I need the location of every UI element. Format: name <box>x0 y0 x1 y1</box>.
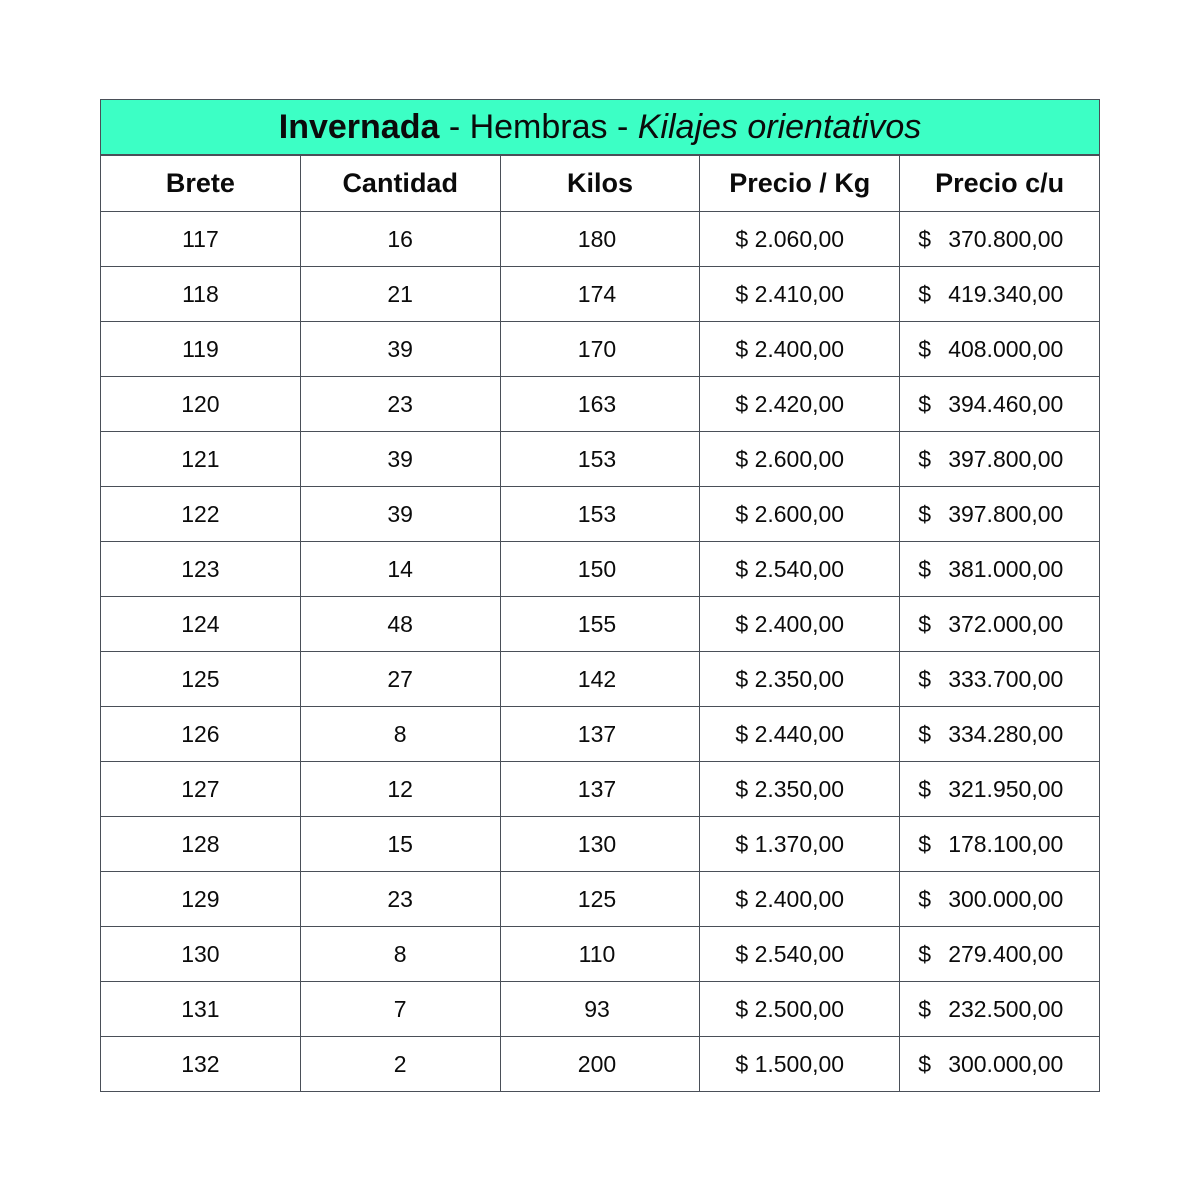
currency-symbol: $ <box>918 225 931 252</box>
cell-cantidad: 8 <box>300 927 500 982</box>
cell-brete: 129 <box>101 872 301 927</box>
currency-symbol: $ <box>918 720 931 747</box>
cell-brete: 124 <box>101 597 301 652</box>
cell-brete: 122 <box>101 487 301 542</box>
price-amount: 394.460,00 <box>948 390 1064 417</box>
cell-precio-cu <box>900 267 1100 322</box>
currency-symbol: $ <box>918 280 931 307</box>
currency-symbol: $ <box>918 995 931 1022</box>
cell-cantidad: 39 <box>300 322 500 377</box>
cell-precio-cu <box>900 927 1100 982</box>
cell-precio-cu <box>900 762 1100 817</box>
cell-precio-kg: $ 2.400,00 <box>700 597 900 652</box>
price-amount: 321.950,00 <box>948 775 1064 802</box>
table-row <box>101 542 1100 597</box>
cell-brete: 126 <box>101 707 301 762</box>
price-amount: 334.280,00 <box>948 720 1064 747</box>
table-row <box>101 597 1100 652</box>
cell-kilos: 137 <box>500 762 700 817</box>
currency-symbol: $ <box>918 500 931 527</box>
table-row <box>101 487 1100 542</box>
cell-kilos: 125 <box>500 872 700 927</box>
cell-precio-kg: $ 2.500,00 <box>700 982 900 1037</box>
cell-cantidad: 23 <box>300 872 500 927</box>
currency-symbol: $ <box>918 1050 931 1077</box>
cell-kilos: 153 <box>500 487 700 542</box>
title-separator-1: - <box>439 107 470 146</box>
cell-cantidad: 7 <box>300 982 500 1037</box>
cell-brete: 128 <box>101 817 301 872</box>
cell-kilos: 155 <box>500 597 700 652</box>
table-body <box>101 212 1100 1092</box>
currency-symbol: $ <box>918 335 931 362</box>
cell-brete: 125 <box>101 652 301 707</box>
cell-kilos: 170 <box>500 322 700 377</box>
cell-precio-cu <box>900 487 1100 542</box>
cell-precio-kg: $ 2.350,00 <box>700 762 900 817</box>
price-amount: 300.000,00 <box>948 1050 1064 1077</box>
cell-cantidad: 2 <box>300 1037 500 1092</box>
price-amount: 397.800,00 <box>948 500 1064 527</box>
title-category: Invernada <box>278 107 440 146</box>
column-header-precio-cu: Precio c/u <box>900 156 1100 212</box>
table-row <box>101 652 1100 707</box>
price-amount: 408.000,00 <box>948 335 1064 362</box>
price-amount: 300.000,00 <box>948 885 1064 912</box>
cell-precio-kg: $ 2.350,00 <box>700 652 900 707</box>
cell-brete: 131 <box>101 982 301 1037</box>
cell-cantidad: 21 <box>300 267 500 322</box>
cell-precio-kg: $ 2.600,00 <box>700 487 900 542</box>
cell-precio-cu <box>900 707 1100 762</box>
cell-precio-kg: $ 2.400,00 <box>700 322 900 377</box>
cell-brete: 127 <box>101 762 301 817</box>
cell-cantidad: 23 <box>300 377 500 432</box>
table-row <box>101 762 1100 817</box>
price-amount: 178.100,00 <box>948 830 1064 857</box>
cell-brete: 121 <box>101 432 301 487</box>
cell-cantidad: 12 <box>300 762 500 817</box>
cell-cantidad: 27 <box>300 652 500 707</box>
cell-kilos: 93 <box>500 982 700 1037</box>
cell-brete: 119 <box>101 322 301 377</box>
cell-cantidad: 14 <box>300 542 500 597</box>
table-row <box>101 872 1100 927</box>
cell-brete: 123 <box>101 542 301 597</box>
cell-precio-cu <box>900 322 1100 377</box>
cell-precio-cu <box>900 597 1100 652</box>
column-header-brete: Brete <box>101 156 301 212</box>
cell-brete: 132 <box>101 1037 301 1092</box>
table-row <box>101 212 1100 267</box>
cell-precio-kg: $ 2.540,00 <box>700 542 900 597</box>
cell-precio-kg: $ 1.500,00 <box>700 1037 900 1092</box>
title-subtitle: Kilajes orientativos <box>637 107 922 146</box>
table-row <box>101 817 1100 872</box>
table-row <box>101 267 1100 322</box>
column-header-cantidad: Cantidad <box>300 156 500 212</box>
cell-cantidad: 15 <box>300 817 500 872</box>
price-table-container <box>100 99 1100 1092</box>
cell-precio-kg: $ 2.420,00 <box>700 377 900 432</box>
price-amount: 381.000,00 <box>948 555 1064 582</box>
cell-precio-kg: $ 2.440,00 <box>700 707 900 762</box>
price-table <box>100 155 1100 1092</box>
table-header <box>101 156 1100 212</box>
title-separator-2: - <box>607 107 638 146</box>
currency-symbol: $ <box>918 445 931 472</box>
cell-cantidad: 39 <box>300 432 500 487</box>
price-amount: 372.000,00 <box>948 610 1064 637</box>
cell-kilos: 110 <box>500 927 700 982</box>
cell-kilos: 163 <box>500 377 700 432</box>
price-amount: 279.400,00 <box>948 940 1064 967</box>
cell-brete: 118 <box>101 267 301 322</box>
table-row <box>101 982 1100 1037</box>
price-amount: 333.700,00 <box>948 665 1064 692</box>
cell-precio-cu <box>900 817 1100 872</box>
currency-symbol: $ <box>918 940 931 967</box>
cell-precio-cu <box>900 212 1100 267</box>
cell-kilos: 153 <box>500 432 700 487</box>
currency-symbol: $ <box>918 610 931 637</box>
price-amount: 419.340,00 <box>948 280 1064 307</box>
cell-precio-cu <box>900 872 1100 927</box>
table-row <box>101 432 1100 487</box>
cell-brete: 120 <box>101 377 301 432</box>
cell-precio-kg: $ 2.540,00 <box>700 927 900 982</box>
currency-symbol: $ <box>918 775 931 802</box>
cell-precio-kg: $ 2.060,00 <box>700 212 900 267</box>
cell-precio-cu <box>900 377 1100 432</box>
cell-precio-kg: $ 2.410,00 <box>700 267 900 322</box>
price-amount: 397.800,00 <box>948 445 1064 472</box>
cell-kilos: 142 <box>500 652 700 707</box>
column-header-precio-kg: Precio / Kg <box>700 156 900 212</box>
cell-kilos: 200 <box>500 1037 700 1092</box>
cell-cantidad: 48 <box>300 597 500 652</box>
cell-kilos: 130 <box>500 817 700 872</box>
cell-cantidad: 16 <box>300 212 500 267</box>
cell-precio-kg: $ 1.370,00 <box>700 817 900 872</box>
title-gender: Hembras <box>469 107 608 146</box>
table-row <box>101 707 1100 762</box>
table-row <box>101 1037 1100 1092</box>
table-row <box>101 377 1100 432</box>
header-row <box>101 156 1100 212</box>
currency-symbol: $ <box>918 555 931 582</box>
cell-brete: 117 <box>101 212 301 267</box>
cell-cantidad: 39 <box>300 487 500 542</box>
currency-symbol: $ <box>918 885 931 912</box>
cell-cantidad: 8 <box>300 707 500 762</box>
cell-kilos: 174 <box>500 267 700 322</box>
currency-symbol: $ <box>918 830 931 857</box>
cell-precio-cu <box>900 982 1100 1037</box>
cell-kilos: 150 <box>500 542 700 597</box>
currency-symbol: $ <box>918 665 931 692</box>
table-row <box>101 322 1100 377</box>
cell-brete: 130 <box>101 927 301 982</box>
cell-precio-kg: $ 2.400,00 <box>700 872 900 927</box>
column-header-kilos: Kilos <box>500 156 700 212</box>
cell-kilos: 137 <box>500 707 700 762</box>
cell-precio-cu <box>900 1037 1100 1092</box>
table-title <box>100 99 1100 155</box>
price-amount: 370.800,00 <box>948 225 1064 252</box>
table-row <box>101 927 1100 982</box>
cell-precio-cu <box>900 652 1100 707</box>
cell-kilos: 180 <box>500 212 700 267</box>
cell-precio-cu <box>900 542 1100 597</box>
currency-symbol: $ <box>918 390 931 417</box>
cell-precio-kg: $ 2.600,00 <box>700 432 900 487</box>
cell-precio-cu <box>900 432 1100 487</box>
price-amount: 232.500,00 <box>948 995 1064 1022</box>
